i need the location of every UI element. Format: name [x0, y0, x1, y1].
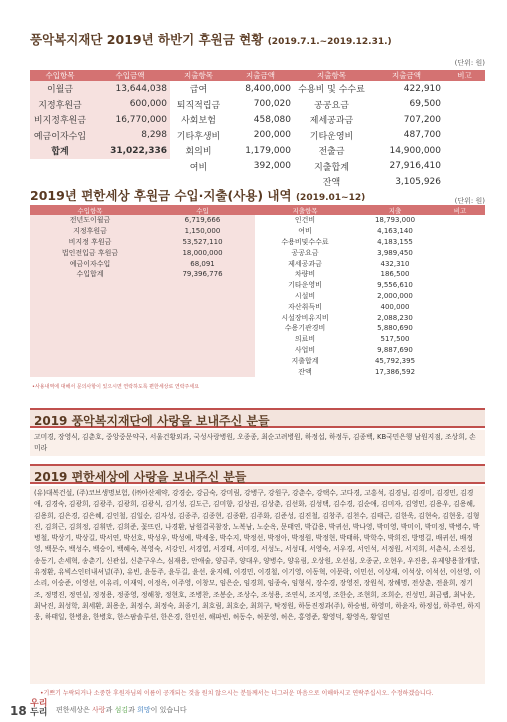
table-cell: 시설장비유지비: [281, 313, 329, 322]
table-cell: [444, 143, 485, 159]
table-cell: [30, 323, 150, 334]
table-row: [30, 112, 485, 128]
table-cell: [435, 269, 485, 280]
table-cell: 1,150,000: [150, 226, 255, 237]
table-cell: 18,000,000: [150, 247, 255, 258]
table-cell: [30, 366, 150, 377]
table-cell: [435, 345, 485, 356]
table-cell: 432,310: [380, 259, 410, 268]
table-cell: 급여: [189, 85, 208, 96]
table-cell: 제세공과금: [288, 259, 322, 268]
table-cell: 차량비: [294, 270, 316, 279]
table-cell: 707,200: [403, 114, 441, 125]
table-cell: 68,091: [150, 258, 255, 269]
table-row: [30, 301, 485, 312]
slogan-and1: 과: [105, 706, 115, 714]
table-cell: 2,000,000: [377, 291, 413, 300]
table-cell: 합계: [30, 143, 90, 159]
slogan-prefix: 편한세상은: [56, 706, 93, 714]
table-cell: 비지정 후원금: [30, 237, 150, 248]
section1-header-cell: 지출금액: [369, 70, 444, 81]
table-cell: [444, 174, 485, 190]
section2-header-cell: 수입항목: [30, 205, 150, 215]
section2-header-cell: 비고: [435, 205, 485, 215]
table-cell: [435, 334, 485, 345]
table-cell: 여비: [298, 227, 312, 236]
table-cell: 사회보험: [181, 116, 216, 127]
section2-unit: (단위: 원): [454, 197, 485, 205]
table-cell: [150, 312, 255, 323]
table-cell: [30, 301, 150, 312]
table-cell: [30, 291, 150, 302]
slogan-suffix: 이 있습니다: [150, 706, 187, 714]
table-cell: [150, 323, 255, 334]
table-row: [30, 237, 485, 248]
table-cell: 45,792,395: [374, 356, 416, 365]
table-cell: 지정후원금: [30, 226, 150, 237]
table-cell: 잔액: [322, 178, 341, 189]
table-cell: 제세공과금: [309, 116, 354, 127]
table-cell: [435, 247, 485, 258]
logo-line1: 우리: [30, 699, 48, 709]
table-cell: 예금이자수입: [30, 258, 150, 269]
table-cell: 잔액: [298, 367, 312, 376]
table-cell: [435, 301, 485, 312]
section1-header-cell: 수입금액: [90, 70, 170, 81]
bottom-note: •기쁘기 누락되거나 소중한 후원자님의 이름이 공개되는 것을 원치 않으시는 분들께서는 너그러운 마음으로 이해하시고 연락주십시오. 수정하겠습니다.: [40, 690, 434, 697]
section4-title: 2019 편한세상에 사랑을 보내주신 분들: [34, 470, 247, 484]
page-number: 18: [10, 704, 27, 718]
table-row: [30, 366, 485, 377]
table-cell: 517,500: [380, 335, 410, 344]
table-cell: 186,500: [380, 270, 410, 279]
section1-header-cell: 지출항목: [170, 70, 227, 81]
section2-table: [30, 205, 485, 377]
table-cell: [435, 258, 485, 269]
table-cell: 시설비: [294, 291, 316, 300]
section2-header-cell: 지출: [355, 205, 435, 215]
section2-header-cell: 지출항목: [255, 205, 355, 215]
table-cell: 18,793,000: [374, 216, 416, 225]
slogan-word-hope: 희망: [137, 706, 151, 714]
table-cell: [150, 345, 255, 356]
table-cell: 31,022,336: [90, 143, 170, 159]
table-cell: 422,910: [403, 83, 441, 94]
table-cell: [30, 159, 90, 175]
table-cell: 예금이자수입: [30, 128, 90, 144]
table-cell: 1,179,000: [245, 145, 291, 156]
table-row: [30, 334, 485, 345]
table-row: [30, 81, 485, 97]
table-row: [30, 291, 485, 302]
table-cell: [444, 81, 485, 97]
section3-title: 2019 풍악복지재단에 사랑을 보내주신 분들: [34, 414, 270, 428]
table-cell: [435, 215, 485, 226]
table-cell: 9,887,690: [377, 345, 413, 354]
table-cell: [150, 334, 255, 345]
table-cell: 14,900,000: [389, 145, 441, 156]
section2-title: [30, 186, 365, 204]
section1-title: [30, 30, 392, 48]
section1-table: [30, 70, 485, 190]
section2-title-text: 2019년 편한세상 후원금 수입·지출(사용) 내역: [30, 188, 292, 203]
table-row: [30, 269, 485, 280]
table-cell: 지출합계: [314, 162, 349, 173]
table-row: [30, 215, 485, 226]
table-cell: [435, 366, 485, 377]
table-cell: 400,000: [380, 302, 410, 311]
table-cell: [30, 312, 150, 323]
table-row: [30, 312, 485, 323]
table-cell: 수용비 및 수수료: [298, 85, 365, 96]
table-cell: [435, 323, 485, 334]
table-cell: [435, 355, 485, 366]
table-cell: 2,088,230: [377, 313, 413, 322]
table-cell: 4,163,140: [377, 227, 413, 236]
table-cell: 수입합계: [30, 269, 150, 280]
table-cell: 16,770,000: [90, 112, 170, 128]
section3-header: [30, 408, 485, 428]
table-cell: 69,500: [409, 99, 441, 110]
table-row: [30, 143, 485, 159]
table-cell: 공공요금: [291, 248, 319, 257]
table-cell: 6,719,666: [150, 215, 255, 226]
slogan: [56, 705, 187, 715]
table-cell: 8,298: [90, 128, 170, 144]
table-cell: 13,644,038: [90, 81, 170, 97]
table-row: [30, 345, 485, 356]
section1-unit: (단위: 원): [454, 59, 485, 67]
table-cell: [150, 280, 255, 291]
table-cell: 392,000: [253, 161, 291, 172]
table-cell: 지정후원금: [30, 97, 90, 113]
table-cell: 법인전입금 후원금: [30, 247, 150, 258]
table-cell: 487,700: [403, 130, 441, 141]
table-row: [30, 226, 485, 237]
table-cell: 지출합계: [291, 356, 319, 365]
section1-header-cell: 수입항목: [30, 70, 90, 81]
table-cell: 9,556,610: [377, 281, 413, 290]
table-cell: 퇴직적립금: [176, 100, 221, 111]
table-cell: 수용기관경비: [284, 324, 326, 333]
section1-header-row: [30, 70, 485, 81]
table-cell: [435, 291, 485, 302]
section1-header-cell: 비고: [444, 70, 485, 81]
table-cell: [444, 128, 485, 144]
table-cell: 전출금: [318, 147, 345, 158]
table-cell: 53,527,110: [150, 237, 255, 248]
logo: [30, 700, 47, 718]
section1-title-text: 풍악복지재단 2019년 하반기 후원금 현황: [30, 32, 264, 47]
table-cell: 79,396,776: [150, 269, 255, 280]
logo-line2: 두리: [30, 708, 48, 718]
slogan-word-service: 섬김: [114, 706, 129, 714]
table-cell: 458,080: [253, 114, 291, 125]
table-cell: 27,916,410: [389, 161, 441, 172]
section2-header-row: [30, 205, 485, 215]
table-cell: [444, 97, 485, 113]
section3-donors: 고미경, 장영식, 김춘호, 중앙중문약국, 서울건황외과, 국성사랑병원, 오종종, 최순고려병원, 하정섭, 하정두, 김종백, KB국민은행 남원지점, 조상희, 손미라: [30, 430, 485, 456]
table-cell: [435, 312, 485, 323]
table-cell: [435, 237, 485, 248]
slogan-word-love: 사랑: [92, 706, 106, 714]
table-cell: 인건비: [294, 216, 316, 225]
table-cell: [150, 301, 255, 312]
table-cell: 비지정후원금: [30, 112, 90, 128]
section1-header-cell: 지출항목: [294, 70, 369, 81]
table-row: [30, 280, 485, 291]
section4-header: [30, 464, 485, 484]
table-cell: 8,400,000: [245, 83, 291, 94]
table-cell: 5,880,690: [377, 324, 413, 333]
table-cell: 이월금: [30, 81, 90, 97]
table-cell: [150, 291, 255, 302]
table-cell: 회의비: [185, 147, 212, 158]
table-cell: 전년도이월금: [30, 215, 150, 226]
table-cell: 공공요금: [314, 100, 349, 111]
table-cell: 수용비및수수료: [281, 237, 329, 246]
table-cell: 의료비: [294, 335, 316, 344]
table-cell: 3,989,450: [377, 248, 413, 257]
table-cell: [435, 226, 485, 237]
section2-period: (2019.01~12): [295, 193, 366, 203]
table-cell: [30, 334, 150, 345]
table-row: [30, 97, 485, 113]
table-row: [30, 258, 485, 269]
table-cell: 여비: [189, 162, 208, 173]
table-cell: [444, 112, 485, 128]
table-cell: [30, 355, 150, 366]
table-cell: 기타후생비: [176, 131, 221, 142]
table-row: [30, 323, 485, 334]
table-cell: [150, 366, 255, 377]
section2-header-cell: 수입: [150, 205, 255, 215]
slogan-and2: 과: [128, 706, 138, 714]
table-cell: [30, 345, 150, 356]
table-cell: [435, 280, 485, 291]
table-row: [30, 159, 485, 175]
section1-period: (2019.7.1.~2019.12.31.): [267, 37, 392, 47]
table-cell: 기타운영비: [288, 281, 322, 290]
section4-donors: (유)대복건설, (주)코브생명보험, (㈜아산제약, 강경순, 강금숙, 강미림, 강병구, 강원구, 강춘수, 강택수, 고다경, 고흥석, 김경님, 김경미, 김경민, 김경애, 김경숙, 김광희, 김광주, 김광희, 김광식, 김기성, 김도근, 김미향, 김상권, 김상춘, 김선화, 김성택, 김수경, 김순애, 김미자, 김영민, 김용우, 김용해, 김용희, 김은경, 김은혜, 김인철, 김일순, 김자성, 김종주, 김종현, 김종환, 김주화, 김준성, 김진철, 김창주, 김천수, 김태근, 김한욱, 김현숙, 김현웅, 김형진, 김희근, 김희정, 김휘만, 김희준, 꽃뜨린, 나경환, 남원결곡참장, 노복남, 노순옥, 문태연, 박갑용, 박귀선, 박나영, 박미영, 박미이, 박미정, 박병수, 박병철, 박상기, 박상길, 박서연, 박선호, 박성우, 박성예, 박세웅, 박수지, 박정선, 박정아, 박정원, 박정현, 박태하, 박학수, 박희진, 방명길, 배귀선, 배정영, 백문수, 백성수, 백승이, 백혜숙, 복영숙, 서강인, 서경엽, 서경태, 서미경, 서성노, 서성대, 서영숙, 서우경, 서인석, 서정원, 서지희, 서춘식, 소진섭, 송동기, 손세혁, 송춘기, 신관섭, 신춘구우스, 심재용, 안애술, 양금주, 양대우, 양병수, 양유림, 오상원, 오선심, 오종균, 오현우, 우진용, 유제양용찰개발, 유정환, 유빅스인터내셔널(주), 유빈, 윤동주, 윤두길, 윤선, 윤지혜, 이경민, 이경철, 이기영, 이동혁, 이문락, 이민선, 이상재, 이석상, 이석선, 이선영, 이소리, 이승준, 이영선, 이유리, 이재익, 이정옥, 이주영, 이창모, 임은순, 임경희, 임종숙, 임형식, 장수경, 장영진, 장원석, 장해명, 전상춘, 전윤희, 정기조, 정명진, 정연실, 정정용, 정종영, 정해창, 정현호, 조병찬, 조봉순, 조상수, 조성용, 조연식, 조지영, 조한순, 조현희, 조희순, 진성민, 최금랩, 최낙운, 최낙진, 최성학, 최세환, 최용운, 최정수, 최정숙, 최종기, 최호림, 최호순, 최희구, 탁정원, 하동진정과(주), 하승범, 하영미, 하윤자, 하정섭, 하주연, 하지웅, 하태일, 한병윤, 한병호, 한스팜솔루션, 한은경, 한인선, 해파빈, 허동수, 허문영, 허은, 홍영준, 황영덕, 황영옥, 황일연: [30, 486, 485, 684]
section1-header-cell: 지출금액: [227, 70, 294, 81]
table-cell: [90, 159, 170, 175]
table-cell: 자산취득비: [288, 302, 322, 311]
table-cell: [30, 280, 150, 291]
footer: [0, 698, 507, 722]
section2-note: •사용내역에 대해서 문의사항이 있으시면 연락하도록 편한세상로 연락주세요: [32, 384, 200, 390]
table-cell: 600,000: [90, 97, 170, 113]
table-cell: 700,020: [253, 99, 291, 110]
table-row: [30, 247, 485, 258]
table-cell: 사업비: [294, 345, 316, 354]
table-cell: 기타운영비: [309, 131, 354, 142]
table-cell: 4,183,155: [377, 237, 413, 246]
table-cell: 3,105,926: [395, 176, 441, 187]
table-cell: 17,386,592: [374, 367, 416, 376]
table-cell: [150, 355, 255, 366]
table-cell: [444, 159, 485, 175]
table-row: [30, 128, 485, 144]
table-row: [30, 355, 485, 366]
table-cell: 200,000: [253, 130, 291, 141]
